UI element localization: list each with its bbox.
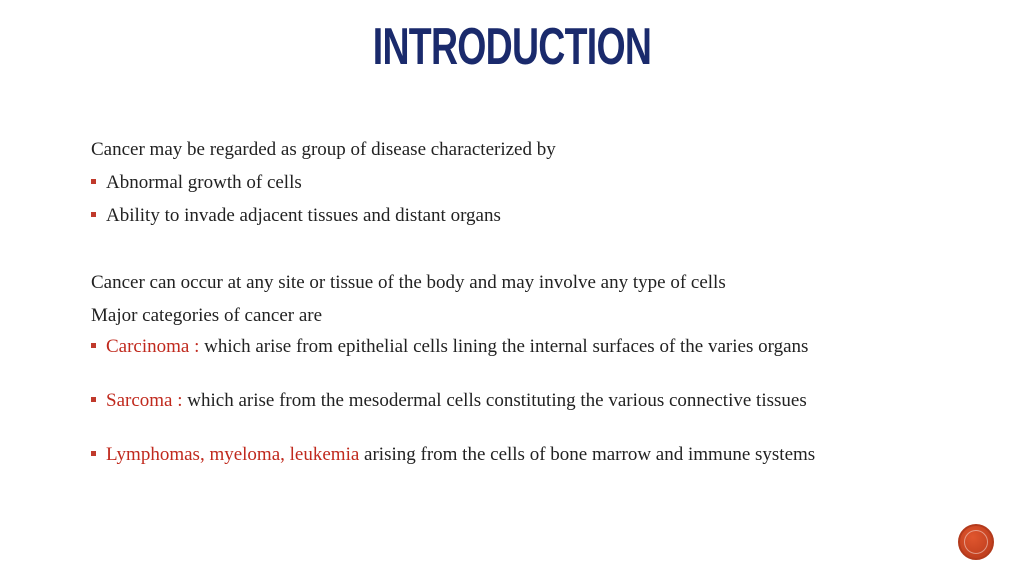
categories-heading: Major categories of cancer are <box>91 305 323 326</box>
category-term: Lymphomas, myeloma, leukemia <box>106 444 360 465</box>
bullet-text: Abnormal growth of cells <box>106 172 302 193</box>
spacer <box>91 236 927 270</box>
square-bullet-icon <box>91 343 96 348</box>
list-item <box>91 336 927 390</box>
list-item <box>91 390 927 444</box>
list-item <box>91 444 927 498</box>
site-text: Cancer can occur at any site or tissue of the body and may involve any type of cells <box>91 272 726 293</box>
category-term: Sarcoma : <box>106 390 183 411</box>
slide-title: INTRODUCTION <box>372 18 652 76</box>
list-item <box>91 203 927 236</box>
square-bullet-icon <box>91 451 96 456</box>
ring-icon <box>964 530 988 554</box>
bullet-text: Ability to invade adjacent tissues and distant organs <box>106 205 501 226</box>
slide-nav-button[interactable] <box>958 524 994 560</box>
list-item <box>91 170 927 203</box>
category-description: which arise from the mesodermal cells constituting the various connective tissues <box>182 390 807 411</box>
intro-text: Cancer may be regarded as group of disease characterized by <box>91 139 556 160</box>
square-bullet-icon <box>91 397 96 402</box>
square-bullet-icon <box>91 212 96 217</box>
slide-body <box>91 137 927 498</box>
category-description: arising from the cells of bone marrow and immune systems <box>359 444 816 465</box>
square-bullet-icon <box>91 179 96 184</box>
category-description: which arise from epithelial cells lining the internal surfaces of the varies organs <box>199 336 809 357</box>
category-term: Carcinoma : <box>106 336 200 357</box>
